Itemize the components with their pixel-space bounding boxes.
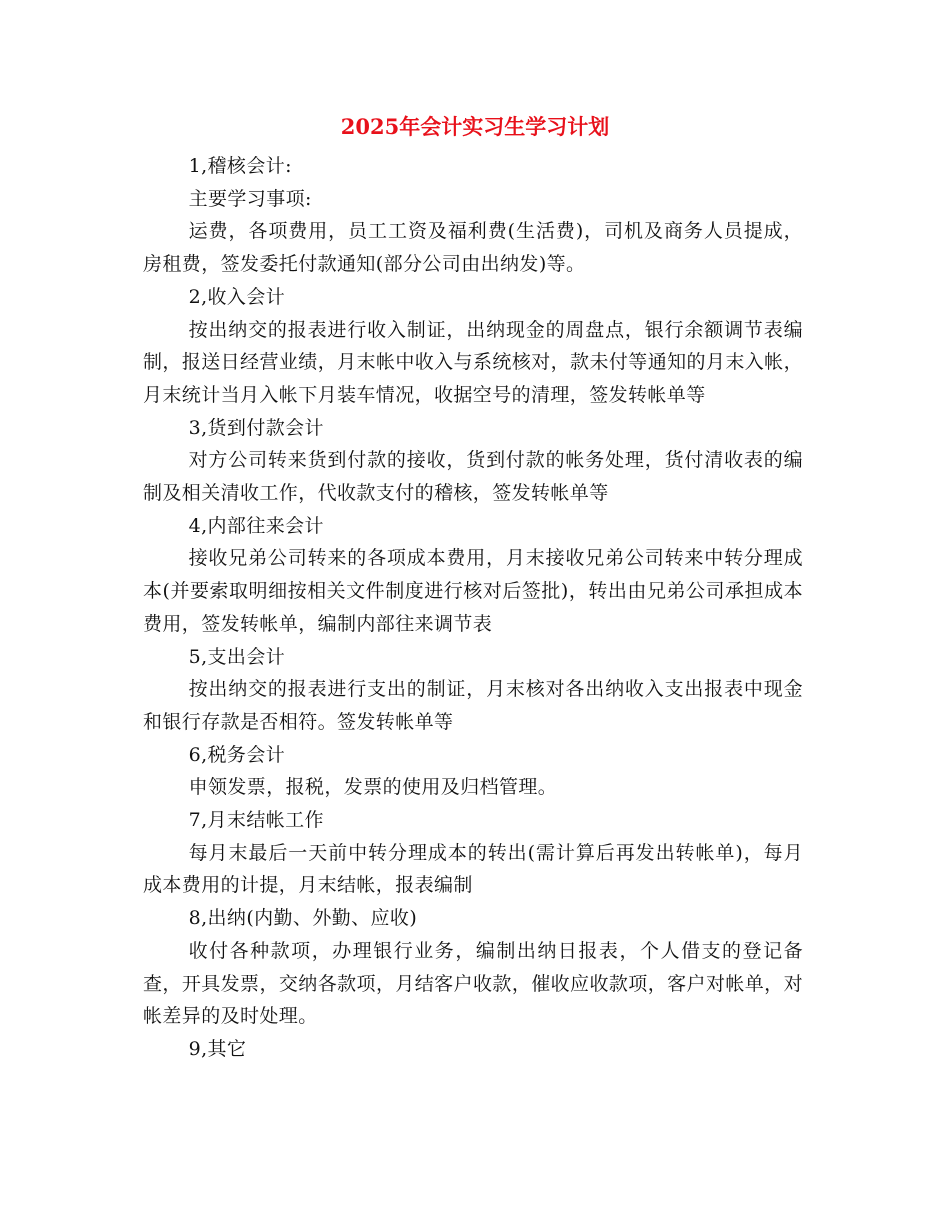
paragraph-6: 申领发票，报税，发票的使用及归档管理。 (188, 776, 558, 799)
section-heading-5: 5,支出会计 (188, 645, 286, 668)
document-title: 2025年会计实习生学习计划 (340, 114, 610, 139)
section-heading-3: 3,货到付款会计 (188, 416, 324, 439)
section-heading-1: 1,稽核会计: (188, 155, 292, 177)
section-heading-9: 9,其它 (188, 1037, 247, 1060)
paragraph-3: 对方公司转来货到付款的接收，货到付款的帐务处理，货付清收表的编制及相关清收工作，代收款支付的稽核，签发转帐单等 (143, 449, 803, 505)
paragraph-7: 每月末最后一天前中转分理成本的转出(需计算后再发出转帐单)，每月成本费用的计提，月末结帐，报表编制 (143, 841, 803, 897)
section-heading-4: 4,内部往来会计 (188, 514, 324, 537)
section-heading-2: 2,收入会计 (188, 285, 286, 308)
section-heading-7: 7,月末结帐工作 (188, 809, 324, 832)
paragraph-4: 接收兄弟公司转来的各项成本费用，月末接收兄弟公司转来中转分理成本(并要索取明细按相关文件制度进行核对后签批)，转出由兄弟公司承担成本费用，签发转帐单，编制内部往来调节表 (143, 547, 803, 635)
section-heading-8: 8,出纳(内勤、外勤、应收) (188, 907, 418, 930)
document-body (143, 150, 803, 1066)
paragraph-1: 运费，各项费用，员工工资及福利费(生活费)，司机及商务人员提成，房租费，签发委托付款通知(部分公司由出纳发)等。 (143, 220, 803, 276)
paragraph-8: 收付各种款项，办理银行业务，编制出纳日报表，个人借支的登记备查，开具发票，交纳各款项，月结客户收款，催收应收款项，客户对帐单，对帐差异的及时处理。 (143, 939, 803, 1028)
paragraph-5: 按出纳交的报表进行支出的制证，月末核对各出纳收入支出报表中现金和银行存款是否相符。签发转帐单等 (143, 678, 803, 733)
paragraph-2: 按出纳交的报表进行收入制证，出纳现金的周盘点，银行余额调节表编制，报送日经营业绩，月末帐中收入与系统核对，款未付等通知的月末入帐，月末统计当月入帐下月装车情况，收据空号的清理，签发转帐单等 (143, 318, 803, 406)
section-heading-6: 6,税务会计 (188, 743, 286, 766)
subheading-main-items: 主要学习事项: (188, 187, 312, 210)
